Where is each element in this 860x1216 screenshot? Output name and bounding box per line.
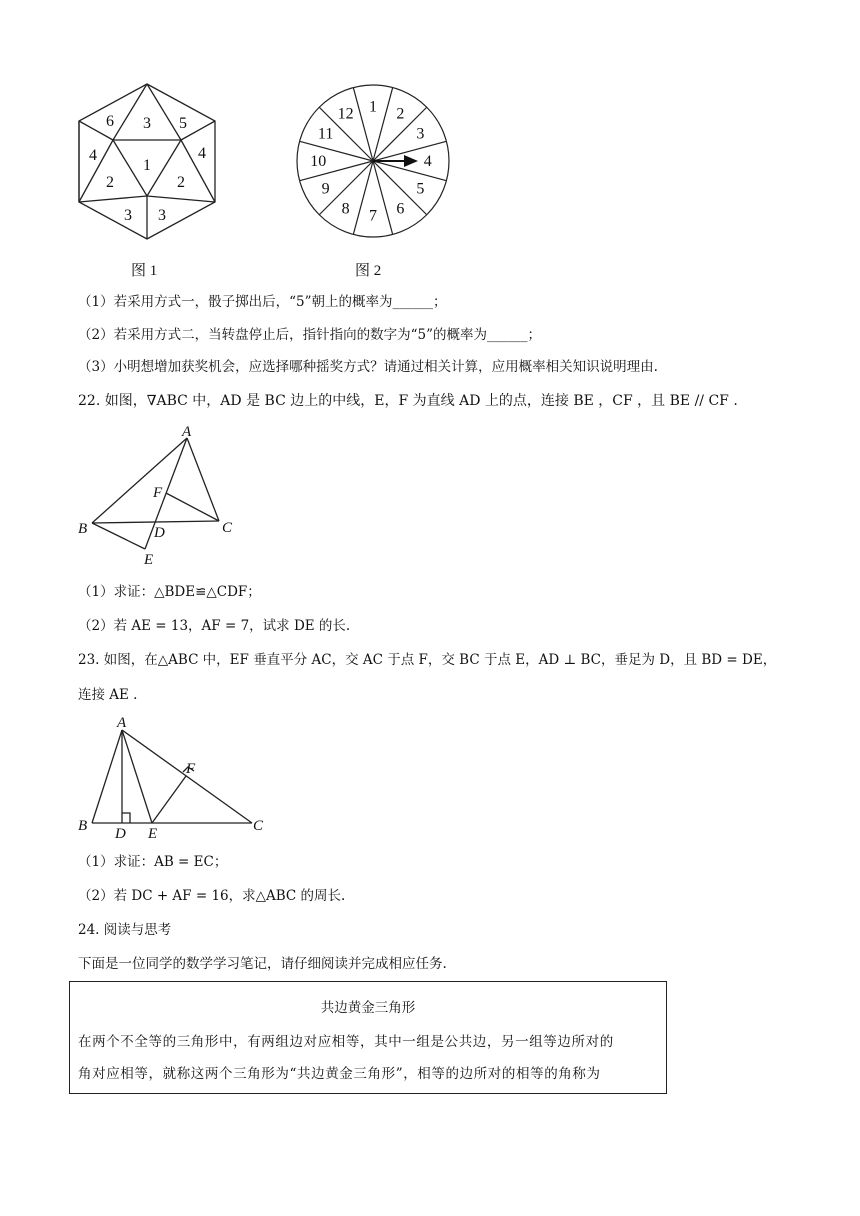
- figure-1-hexagon: [74, 83, 222, 245]
- q22-label-d: D: [154, 525, 165, 541]
- q24-intro: 下面是一位同学的数学学习笔记，请仔细阅读并完成相应任务.: [78, 956, 447, 972]
- hex-number: 4: [198, 145, 206, 162]
- wheel-number: 11: [317, 125, 334, 143]
- study-note-box: [69, 981, 667, 1094]
- q23-label-a: A: [117, 715, 127, 731]
- q23-label-c: C: [253, 818, 264, 834]
- note-line-1: 在两个不全等的三角形中，有两组边对应相等，其中一组是公共边，另一组等边所对的: [78, 1034, 614, 1050]
- q23-part1: （1）求证：AB = EC；: [78, 854, 228, 870]
- hex-number: 3: [158, 207, 166, 224]
- wheel-number: 9: [321, 180, 330, 198]
- q22-stem: 22. 如图，∇ABC 中，AD 是 BC 边上的中线，E，F 为直线 AD 上的点，连接 BE ，CF ，且 BE // CF .: [78, 393, 738, 409]
- hex-number: 3: [124, 207, 132, 224]
- wheel-number: 2: [396, 105, 405, 123]
- q22-figure: [74, 420, 244, 570]
- wheel-number: 3: [416, 125, 425, 143]
- hex-number: 1: [143, 157, 151, 174]
- wheel-number: 8: [341, 200, 350, 218]
- q22-label-c: C: [222, 520, 233, 536]
- q22-label-e: E: [144, 552, 154, 568]
- hex-number: 2: [106, 174, 114, 191]
- wheel-number: 12: [337, 105, 354, 123]
- q23-figure: [74, 708, 274, 843]
- q23-label-f: F: [186, 761, 196, 777]
- q21-part3: （3）小明想增加获奖机会，应选择哪种摇奖方式？请通过相关计算，应用概率相关知识说明理由.: [78, 359, 658, 375]
- wheel-number: 5: [416, 180, 425, 198]
- wheel-number: 1: [369, 98, 377, 116]
- q23-stem-2: 连接 AE .: [78, 687, 138, 703]
- figure-1-caption: 图 1: [131, 263, 158, 279]
- q23-label-b: B: [78, 818, 88, 834]
- q22-label-a: A: [182, 424, 192, 440]
- q23-label-e: E: [148, 826, 158, 842]
- q21-part1: （1）若采用方式一，骰子掷出后，“5”朝上的概率为______；: [78, 294, 447, 310]
- wheel-number: 10: [310, 153, 327, 170]
- note-title: 共边黄金三角形: [320, 1000, 416, 1016]
- wheel-number: 7: [369, 207, 377, 225]
- q24-title: 24. 阅读与思考: [78, 922, 172, 938]
- hex-number: 3: [143, 115, 151, 132]
- q22-part1: （1）求证：△BDE≌△CDF；: [78, 584, 261, 600]
- hex-number: 5: [179, 115, 187, 132]
- q21-part2: （2）若采用方式二，当转盘停止后，指针指向的数字为“5”的概率为______；: [78, 327, 541, 343]
- q23-part2: （2）若 DC + AF = 16，求△ABC 的周长.: [78, 888, 346, 904]
- hex-number: 4: [89, 147, 97, 164]
- wheel-number: 6: [396, 200, 405, 218]
- hex-number: 2: [177, 174, 185, 191]
- figure-2-spinner: [292, 83, 454, 245]
- q23-label-d: D: [115, 826, 126, 842]
- pointer-arrow-icon: [404, 155, 418, 167]
- q23-stem-1: 23. 如图，在△ABC 中，EF 垂直平分 AC，交 AC 于点 F，交 BC 于点 E，AD ⊥ BC，垂足为 D，且 BD = DE，: [78, 652, 777, 668]
- note-line-2: 角对应相等，就称这两个三角形为“共边黄金三角形”，相等的边所对的相等的角称为: [78, 1066, 601, 1082]
- q22-part2: （2）若 AE = 13，AF = 7，试求 DE 的长.: [78, 618, 351, 634]
- figure-2-caption: 图 2: [355, 263, 382, 279]
- q22-label-b: B: [78, 521, 88, 537]
- q22-label-f: F: [153, 485, 163, 501]
- wheel-number: 4: [423, 153, 432, 170]
- hex-number: 6: [106, 113, 114, 130]
